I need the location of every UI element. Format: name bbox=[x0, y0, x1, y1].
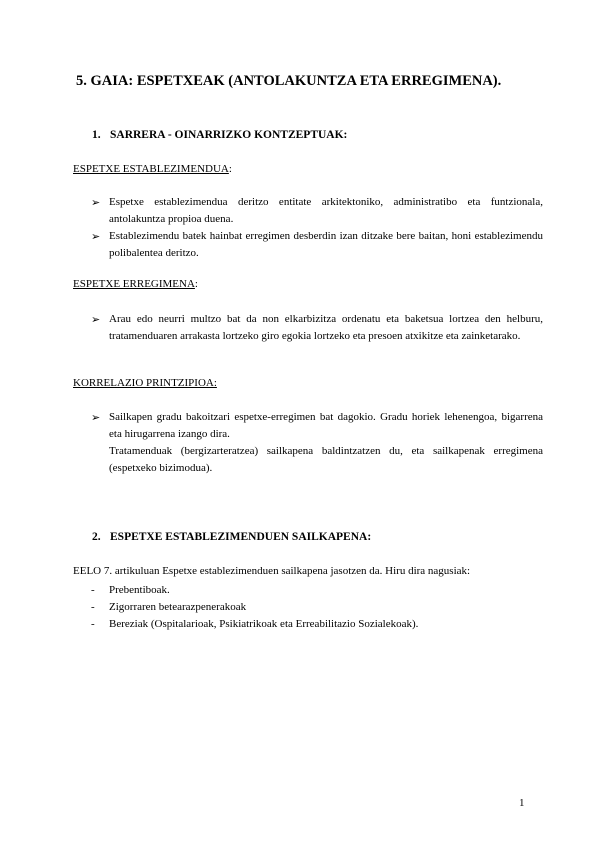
subheading-korrelazio-printzipioa: KORRELAZIO PRINTZIPIOA: bbox=[73, 377, 217, 389]
bullet-list-korrelazio bbox=[91, 409, 543, 477]
list-item: ➢ Establezimendu batek hainbat erregimen desberdin izan ditzake bere baitan, honi establezimendu polibalentea deritzo. bbox=[91, 230, 543, 259]
arrow-bullet-icon: ➢ bbox=[91, 313, 101, 326]
subheading-espetxe-erregimena: ESPETXE ERREGIMENA: bbox=[73, 278, 198, 290]
bullet-list-establezimendua bbox=[91, 194, 543, 262]
dash-bullet: - bbox=[91, 601, 95, 613]
list-item: ➢ Sailkapen gradu bakoitzari espetxe-erregimen bat dagokio. Gradu horiek lehenengoa, bigarrena eta hirugarrena izango dira. bbox=[91, 411, 543, 440]
section-2-intro: EELO 7. artikuluan Espetxe establezimenduen sailkapena jasotzen da. Hiru dira nagusiak: bbox=[73, 565, 471, 577]
subheading-espetxe-establezimendua: ESPETXE ESTABLEZIMENDUA: bbox=[73, 163, 232, 175]
section-2-title: ESPETXE ESTABLEZIMENDUEN SAILKAPENA: bbox=[110, 531, 372, 543]
arrow-bullet-icon: ➢ bbox=[91, 196, 101, 209]
list-item: ➢ Espetxe establezimendua deritzo entitate arkitektoniko, administratibo eta funtzionala, antolakuntza propioa duena. bbox=[91, 196, 543, 225]
page-number: 1 bbox=[519, 797, 525, 809]
list-item-continuation: Tratamenduak (bergizarteratzea) sailkapena baldintzatzen du, eta sailkapenak erregimena (espetxeko bizimodua). bbox=[109, 445, 543, 474]
list-item: ➢ Arau edo neurri multzo bat da non elkarbizitza ordenatu eta baketsua lortzea den helburu, tratamenduaren arrakasta lortzeko giro egokia lortzeko eta presoen atxikitze eta zainketarako. bbox=[91, 313, 543, 342]
section-1-title: SARRERA - OINARRIZKO KONTZEPTUAK: bbox=[110, 129, 348, 141]
section-2-number: 2. bbox=[92, 531, 101, 543]
arrow-bullet-icon: ➢ bbox=[91, 230, 101, 243]
dash-bullet: - bbox=[91, 618, 95, 630]
dash-bullet: - bbox=[91, 584, 95, 596]
document-title: 5. GAIA: ESPETXEAK (ANTOLAKUNTZA ETA ERREGIMENA). bbox=[76, 73, 502, 89]
list-item: - Zigorraren betearazpenerakoak bbox=[91, 599, 418, 616]
section-1-number: 1. bbox=[92, 129, 101, 141]
list-item: - Prebentiboak. bbox=[91, 582, 418, 599]
list-item: - Bereziak (Ospitalarioak, Psikiatrikoak eta Erreabilitazio Sozialekoak). bbox=[91, 616, 418, 633]
bullet-list-erregimena bbox=[91, 311, 543, 345]
section-2-heading bbox=[92, 531, 371, 543]
arrow-bullet-icon: ➢ bbox=[91, 411, 101, 424]
section-1-heading bbox=[92, 129, 347, 141]
dash-list-sailkapena bbox=[91, 582, 418, 633]
